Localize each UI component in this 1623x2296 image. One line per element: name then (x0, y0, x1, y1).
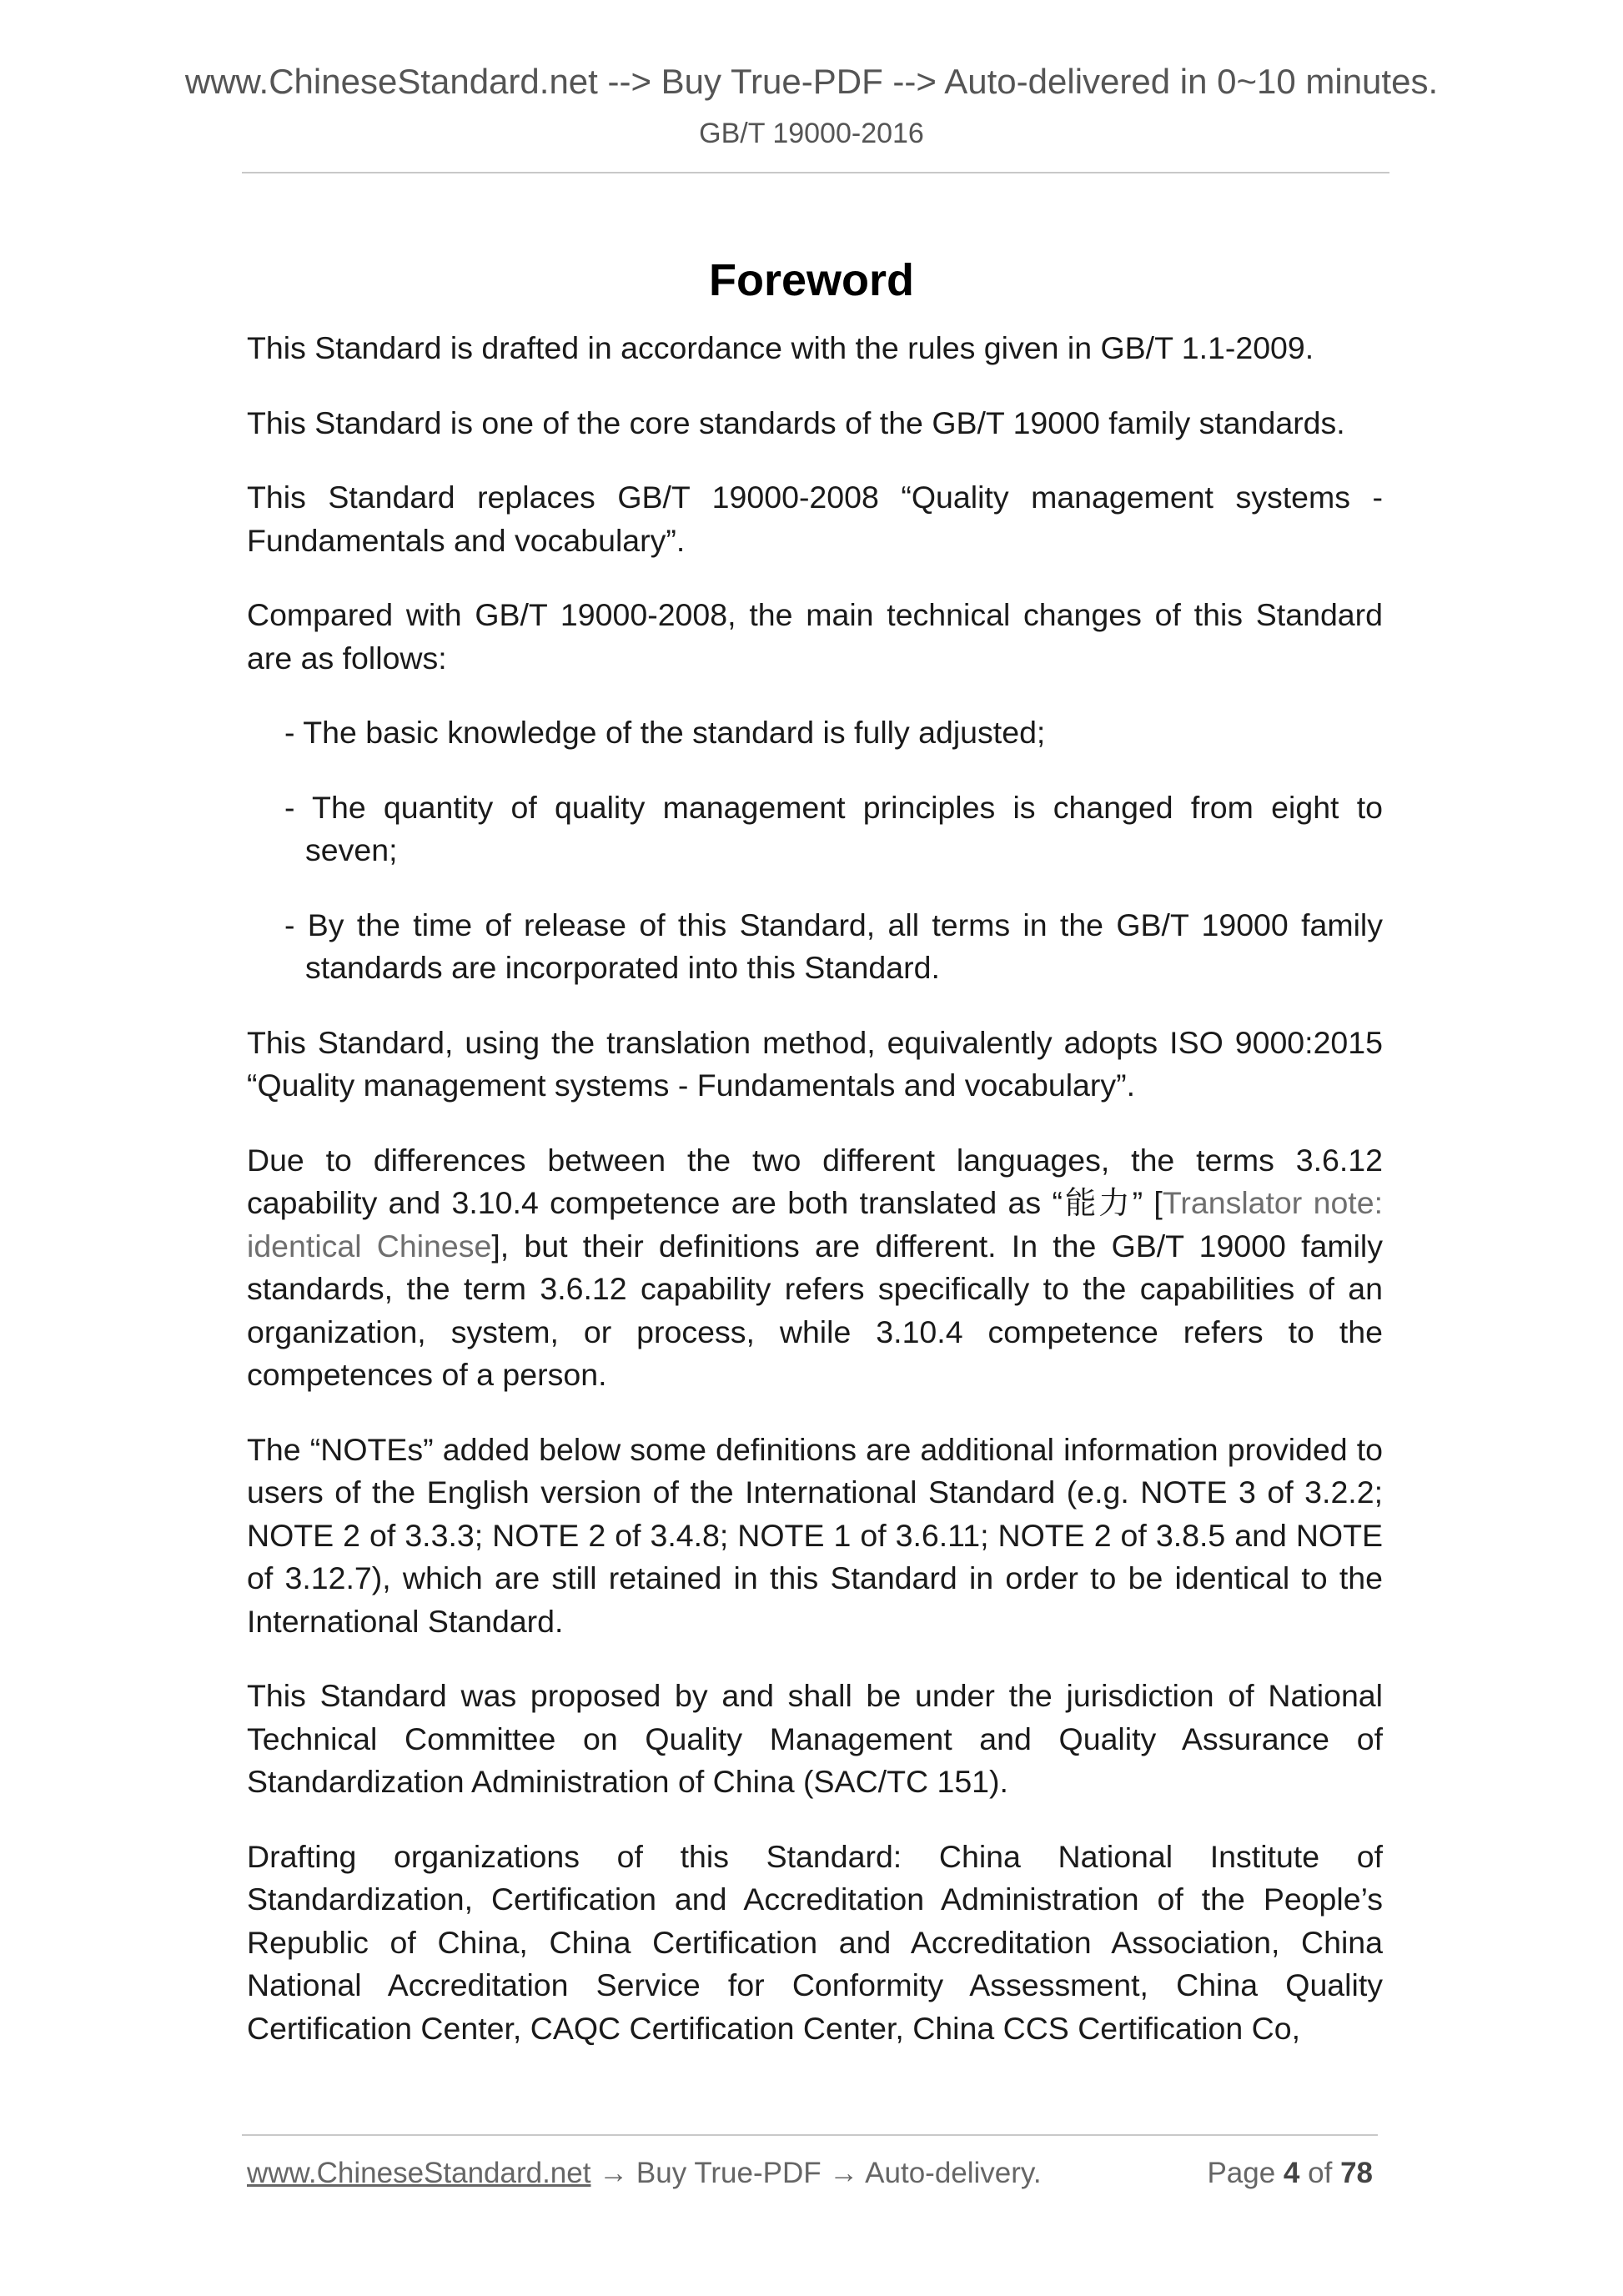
footer-promo (247, 2155, 1042, 2192)
total-pages: 78 (1340, 2157, 1373, 2189)
footer-site-link[interactable]: www.ChineseStandard.net (247, 2157, 591, 2189)
paragraph-changes-intro: Compared with GB/T 19000-2008, the main technical changes of this Standard are as follows: (247, 597, 1383, 676)
page-title: Foreword (708, 255, 914, 306)
paragraph-drafting-rules: This Standard is drafted in accordance with the rules given in GB/T 1.1-2009. (247, 330, 1314, 365)
of-label: of (1308, 2157, 1333, 2189)
translator-note: Translator note: identical Chinese (247, 1185, 1383, 1264)
list-item: - The quantity of quality management principles is changed from eight to seven; (284, 789, 1383, 867)
terminology-text-end: ], but their definitions are different. In the GB/T 19000 family standards, the term 3.6.12 capability refers specifically to the capabilities of an organization, system, or process, while 3.10.4 competence refers to the competences of a person. (247, 1228, 1383, 1392)
header-banner-text: www.ChineseStandard.net --> Buy True-PDF --> Auto-delivered in 0~10 minutes. (184, 62, 1439, 101)
list-item: - By the time of release of this Standard, all terms in the GB/T 19000 family standards are incorporated into this Standard. (284, 907, 1383, 985)
page-header (0, 60, 1623, 152)
page-number: 4 (1283, 2157, 1300, 2189)
header-divider (242, 172, 1389, 173)
document-body (247, 327, 1383, 2082)
paragraph-notes: The “NOTEs” added below some definitions are additional information provided to users of the English version of the International Standard (e.g. NOTE 3 of 3.2.2; NOTE 2 of 3.3.3; NOTE 2 of 3.4.8; NOTE 1 of 3.6.11; NOTE 2 of 3.8.5 and NOTE of 3.12.7), which are still retained in this Standard in order to be identical to the International Standard. (247, 1431, 1383, 1639)
paragraph-terminology (247, 1139, 1383, 1397)
footer-promo-tail: → Buy True-PDF → Auto-delivery. (590, 2157, 1042, 2189)
paragraph-adoption: This Standard, using the translation method, equivalently adopts ISO 9000:2015 “Quality management systems - Fundamentals and vocabulary”. (247, 1024, 1383, 1103)
standard-number: GB/T 19000-2016 (699, 118, 924, 149)
list-item: - The basic knowledge of the standard is fully adjusted; (284, 715, 1046, 750)
page-label: Page (1207, 2157, 1276, 2189)
paragraph-jurisdiction: This Standard was proposed by and shall be under the jurisdiction of National Technical Committee on Quality Management and Quality Assurance of Standardization Administration of China (SAC/TC 151). (247, 1678, 1383, 1799)
page-counter (1207, 2155, 1373, 2192)
paragraph-core-standard: This Standard is one of the core standards of the GB/T 19000 family standards. (247, 404, 1345, 440)
footer-divider (242, 2134, 1378, 2136)
paragraph-drafting-organizations: Drafting organizations of this Standard: China National Institute of Standardization, Certification and Accreditation Administration of the People’s Republic of China, China Certification and Accreditation Association, China National Accreditation Service for Conformity Assessment, China Quality Certification Center, CAQC Certification Center, China CCS Certification Co, (247, 1838, 1383, 2046)
paragraph-replaces: This Standard replaces GB/T 19000-2008 “Quality management systems - Fundamentals and vocabulary”. (247, 480, 1383, 558)
terminology-text-start: Due to differences between the two different languages, the terms 3.6.12 capability and 3.10.4 competence are both translated as “能力” [ (247, 1142, 1383, 1220)
changes-list (247, 711, 1383, 990)
